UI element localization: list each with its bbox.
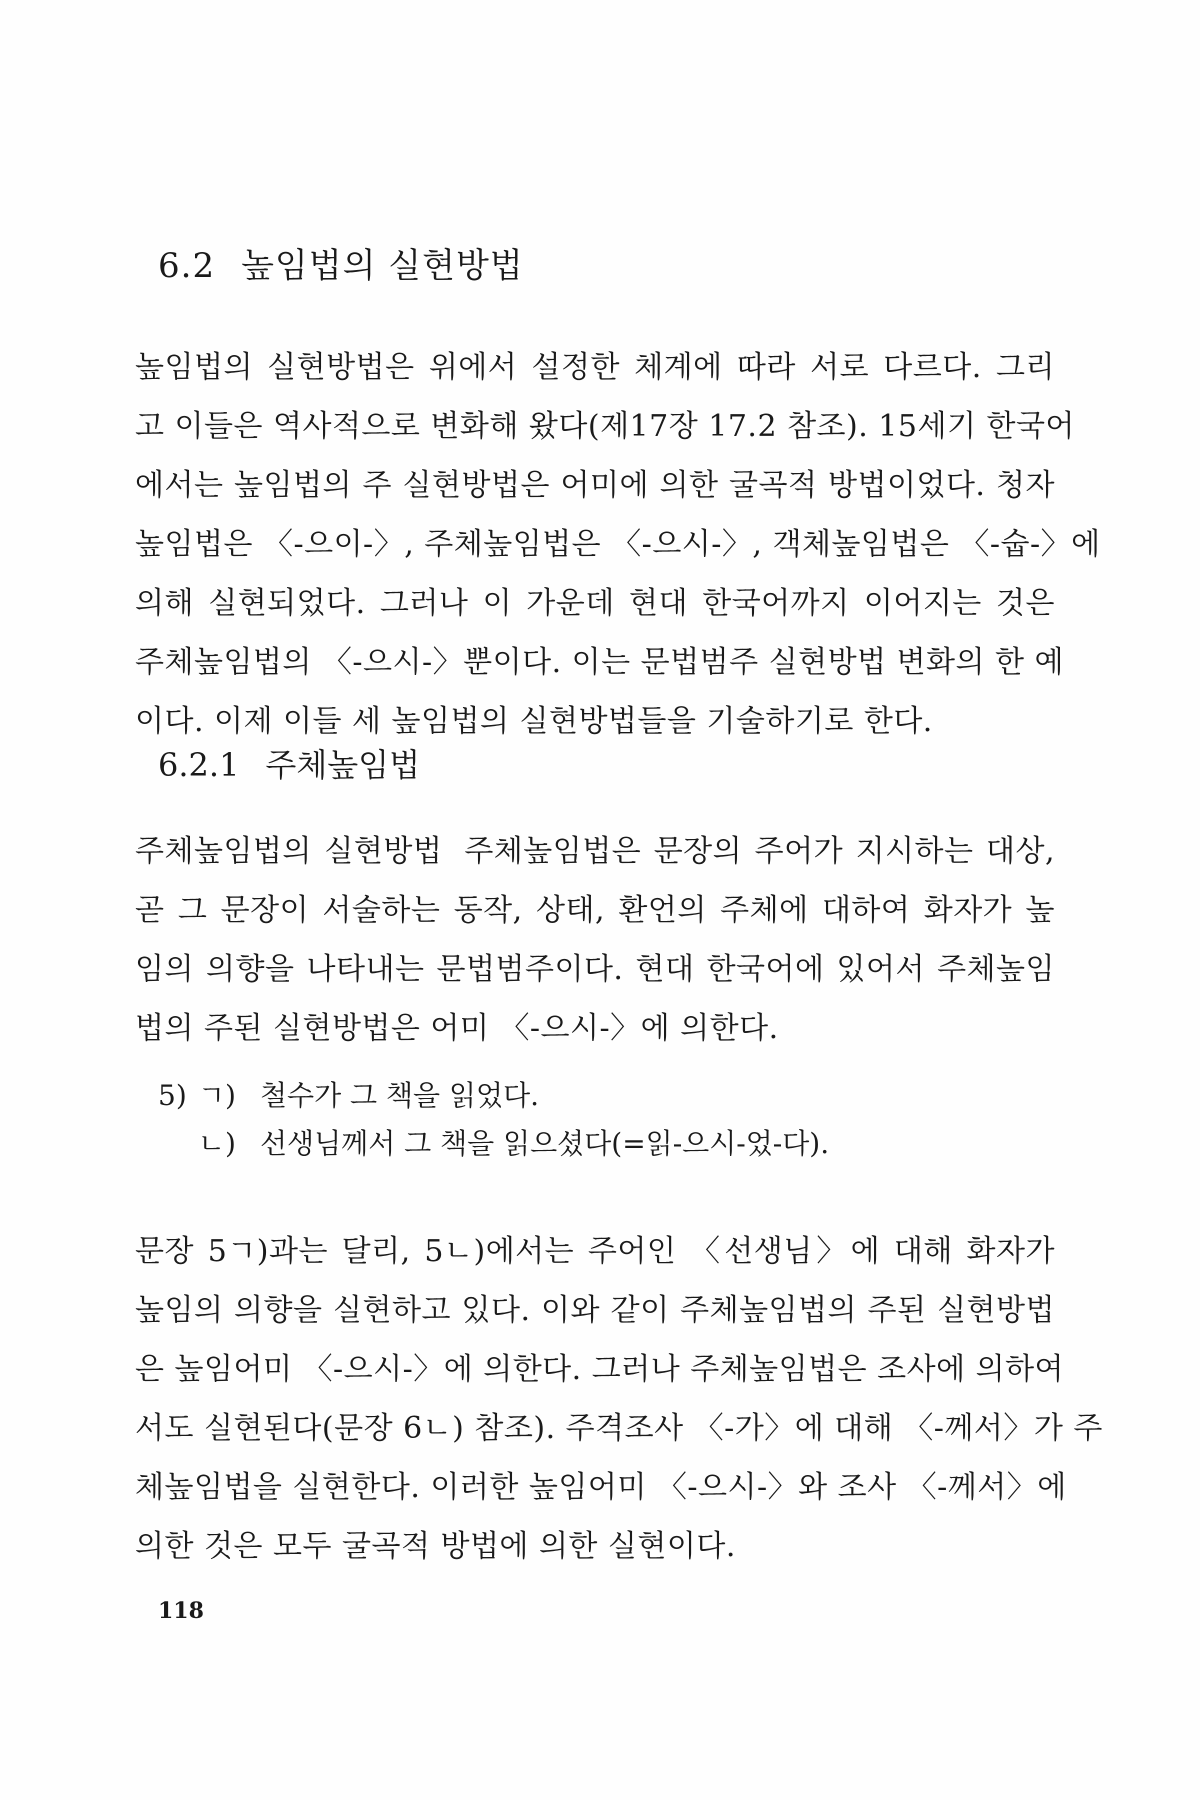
text-line: 높임의 의향을 실현하고 있다. 이와 같이 주체높임법의 주된 실현방법 <box>135 1293 1055 1328</box>
text-line: 고 이들은 역사적으로 변화해 왔다(제17장 17.2 참조). 15세기 한국어 <box>135 409 1075 444</box>
text-line: 문장 5ㄱ)과는 달리, 5ㄴ)에서는 주어인 〈선생님〉에 대해 화자가 <box>135 1234 1055 1269</box>
text-line-body: 주체높임법은 문장의 주어가 지시하는 대상, <box>464 834 1055 869</box>
text-line: 의한 것은 모두 굴곡적 방법에 의한 실현이다. <box>135 1529 736 1564</box>
subsection-number: 6.2.1 <box>158 746 240 784</box>
text-line: 임의 의향을 나타내는 문법범주이다. 현대 한국어에 있어서 주체높임 <box>135 952 1055 987</box>
text-line: 높임법의 실현방법은 위에서 설정한 체계에 따라 서로 다르다. 그리 <box>135 350 1055 385</box>
page-number: 118 <box>158 1598 204 1624</box>
text-line <box>135 822 1055 881</box>
example-number: 5) <box>158 1079 187 1112</box>
example-block <box>158 1072 829 1168</box>
run-in-heading: 주체높임법의 실현방법 <box>135 834 443 869</box>
paragraph-intro <box>135 338 1101 751</box>
subsection-title: 주체높임법 <box>265 746 420 784</box>
example-label: ㄴ) <box>198 1127 236 1160</box>
text-line: 체높임법을 실현한다. 이러한 높임어미 〈-으시-〉와 조사 〈-께서〉에 <box>135 1470 1067 1505</box>
example-text: 철수가 그 책을 읽었다. <box>260 1079 540 1112</box>
section-title: 높임법의 실현방법 <box>241 246 524 286</box>
example-row <box>158 1072 829 1120</box>
example-row <box>158 1120 829 1168</box>
paragraph-subject-honorific <box>135 822 1055 1058</box>
text-line: 곧 그 문장이 서술하는 동작, 상태, 환언의 주체에 대하여 화자가 높 <box>135 893 1055 928</box>
section-heading <box>158 238 524 287</box>
text-line: 주체높임법의 〈-으시-〉뿐이다. 이는 문법범주 실현방법 변화의 한 예 <box>135 645 1065 680</box>
text-line: 서도 실현된다(문장 6ㄴ) 참조). 주격조사 〈-가〉에 대해 〈-께서〉가 주 <box>135 1411 1103 1446</box>
paragraph-example-discussion <box>135 1222 1103 1576</box>
text-line: 의해 실현되었다. 그러나 이 가운데 현대 한국어까지 이어지는 것은 <box>135 586 1055 621</box>
section-number: 6.2 <box>158 246 216 286</box>
text-line: 은 높임어미 〈-으시-〉에 의한다. 그러나 주체높임법은 조사에 의하여 <box>135 1352 1065 1387</box>
text-line: 높임법은 〈-으이-〉, 주체높임법은 〈-으시-〉, 객체높임법은 〈-숩-〉에 <box>135 527 1101 562</box>
subsection-heading <box>158 740 420 786</box>
text-line: 에서는 높임법의 주 실현방법은 어미에 의한 굴곡적 방법이었다. 청자 <box>135 468 1055 503</box>
example-label: ㄱ) <box>198 1079 236 1112</box>
text-line: 법의 주된 실현방법은 어미 〈-으시-〉에 의한다. <box>135 1011 779 1046</box>
text-line: 이다. 이제 이들 세 높임법의 실현방법들을 기술하기로 한다. <box>135 704 933 739</box>
example-text: 선생님께서 그 책을 읽으셨다(=읽-으시-었-다). <box>260 1127 830 1160</box>
